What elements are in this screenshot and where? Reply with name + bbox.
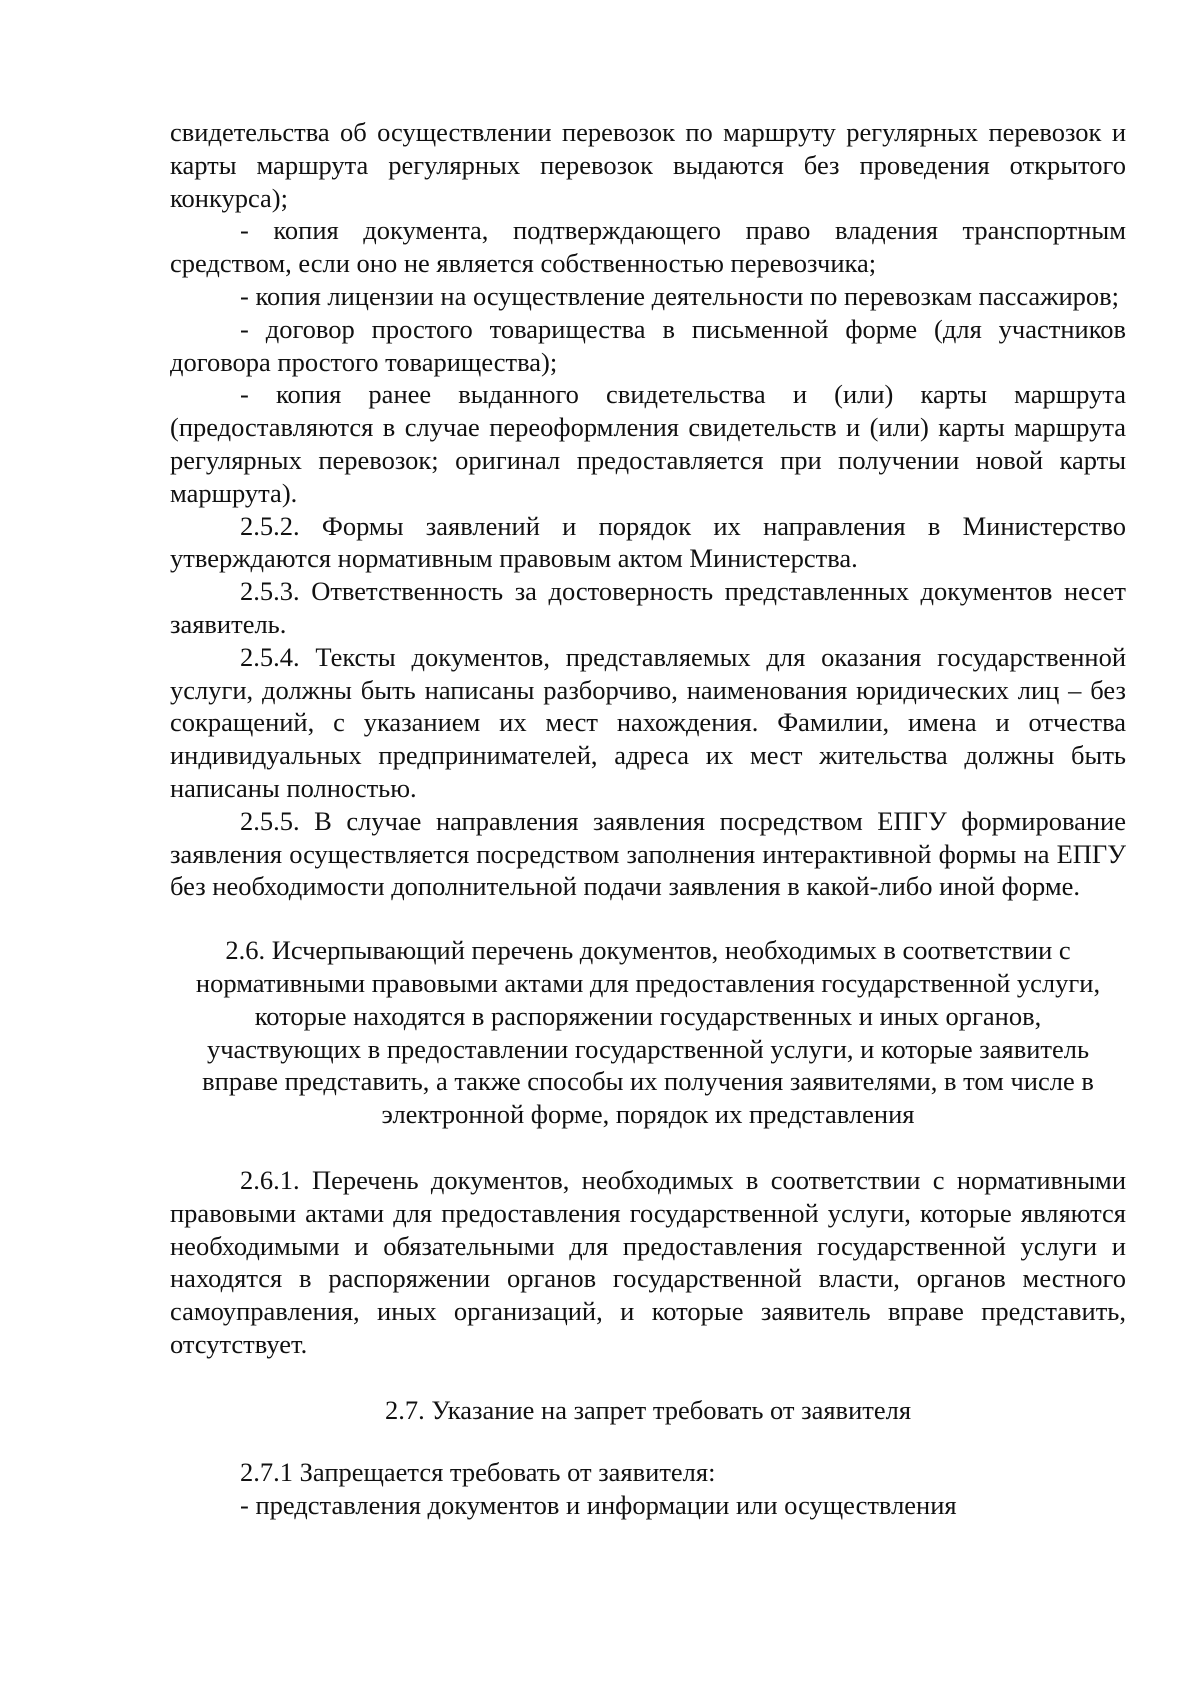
document-body [170,116,1126,1522]
list-item-vehicle-ownership: - копия документа, подтверждающего право владения транспортным средством, если оно не является собственностью перевозчика; [170,215,1126,279]
list-item-previous-certificate: - копия ранее выданного свидетельства и (или) карты маршрута (предоставляются в случае переоформления свидетельств и (или) карты маршрута регулярных перевозок; оригинал предоставляется при получении новой карты маршрута). [170,379,1126,508]
paragraph-2-5-3: 2.5.3. Ответственность за достоверность представленных документов несет заявитель. [170,576,1126,639]
paragraph-2-7-1: 2.7.1 Запрещается требовать от заявителя: [240,1457,716,1488]
paragraph-2-5-2: 2.5.2. Формы заявлений и порядок их направления в Министерство утверждаются нормативным правовым актом Министерства. [170,510,1126,574]
list-item-license-copy: - копия лицензии на осуществление деятельности по перевозкам пассажиров; [240,280,1120,311]
paragraph-certificates-continuation: свидетельства об осуществлении перевозок по маршруту регулярных перевозок и карты маршрута регулярных перевозок выдаются без проведения открытого конкурса); [170,117,1126,213]
list-item-documents-information: - представления документов и информации или осуществления [240,1490,957,1521]
paragraph-2-6-1: 2.6.1. Перечень документов, необходимых в соответствии с нормативными правовыми актами для предоставления государственной услуги, которые являются необходимыми и обязательными для предоставления государственной услуги и находятся в распоряжении органов государственной власти, органов местного самоуправления, иных организаций, и которые заявитель вправе представить, отсутствует. [170,1164,1126,1359]
paragraph-2-5-4: 2.5.4. Тексты документов, представляемых для оказания государственной услуги, должны быть написаны разборчиво, наименования юридических лиц – без сокращений, с указанием их мест нахождения. Фамилии, имена и отчества индивидуальных предпринимателей, адреса их мест жительства должны быть написаны полностью. [170,641,1126,803]
list-item-partnership-agreement: - договор простого товарищества в письменной форме (для участников договора простого товарищества); [170,313,1126,377]
paragraph-2-5-5: 2.5.5. В случае направления заявления посредством ЕПГУ формирование заявления осуществляется посредством заполнения интерактивной формы на ЕПГУ без необходимости дополнительной подачи заявления в какой-либо иной форме. [170,805,1126,902]
section-heading-2-7: 2.7. Указание на запрет требовать от заявителя [384,1394,912,1425]
section-heading-2-6: 2.6. Исчерпывающий перечень документов, необходимых в соответствии с нормативными правовыми актами для предоставления государственной услуги, которые находятся в распоряжении государственных и иных органов, участвующих в предоставлении государственной услуги, и которые заявитель вправе представить, а также способы их получения заявителями, в том числе в электронной форме, порядок их представления [195,935,1101,1130]
